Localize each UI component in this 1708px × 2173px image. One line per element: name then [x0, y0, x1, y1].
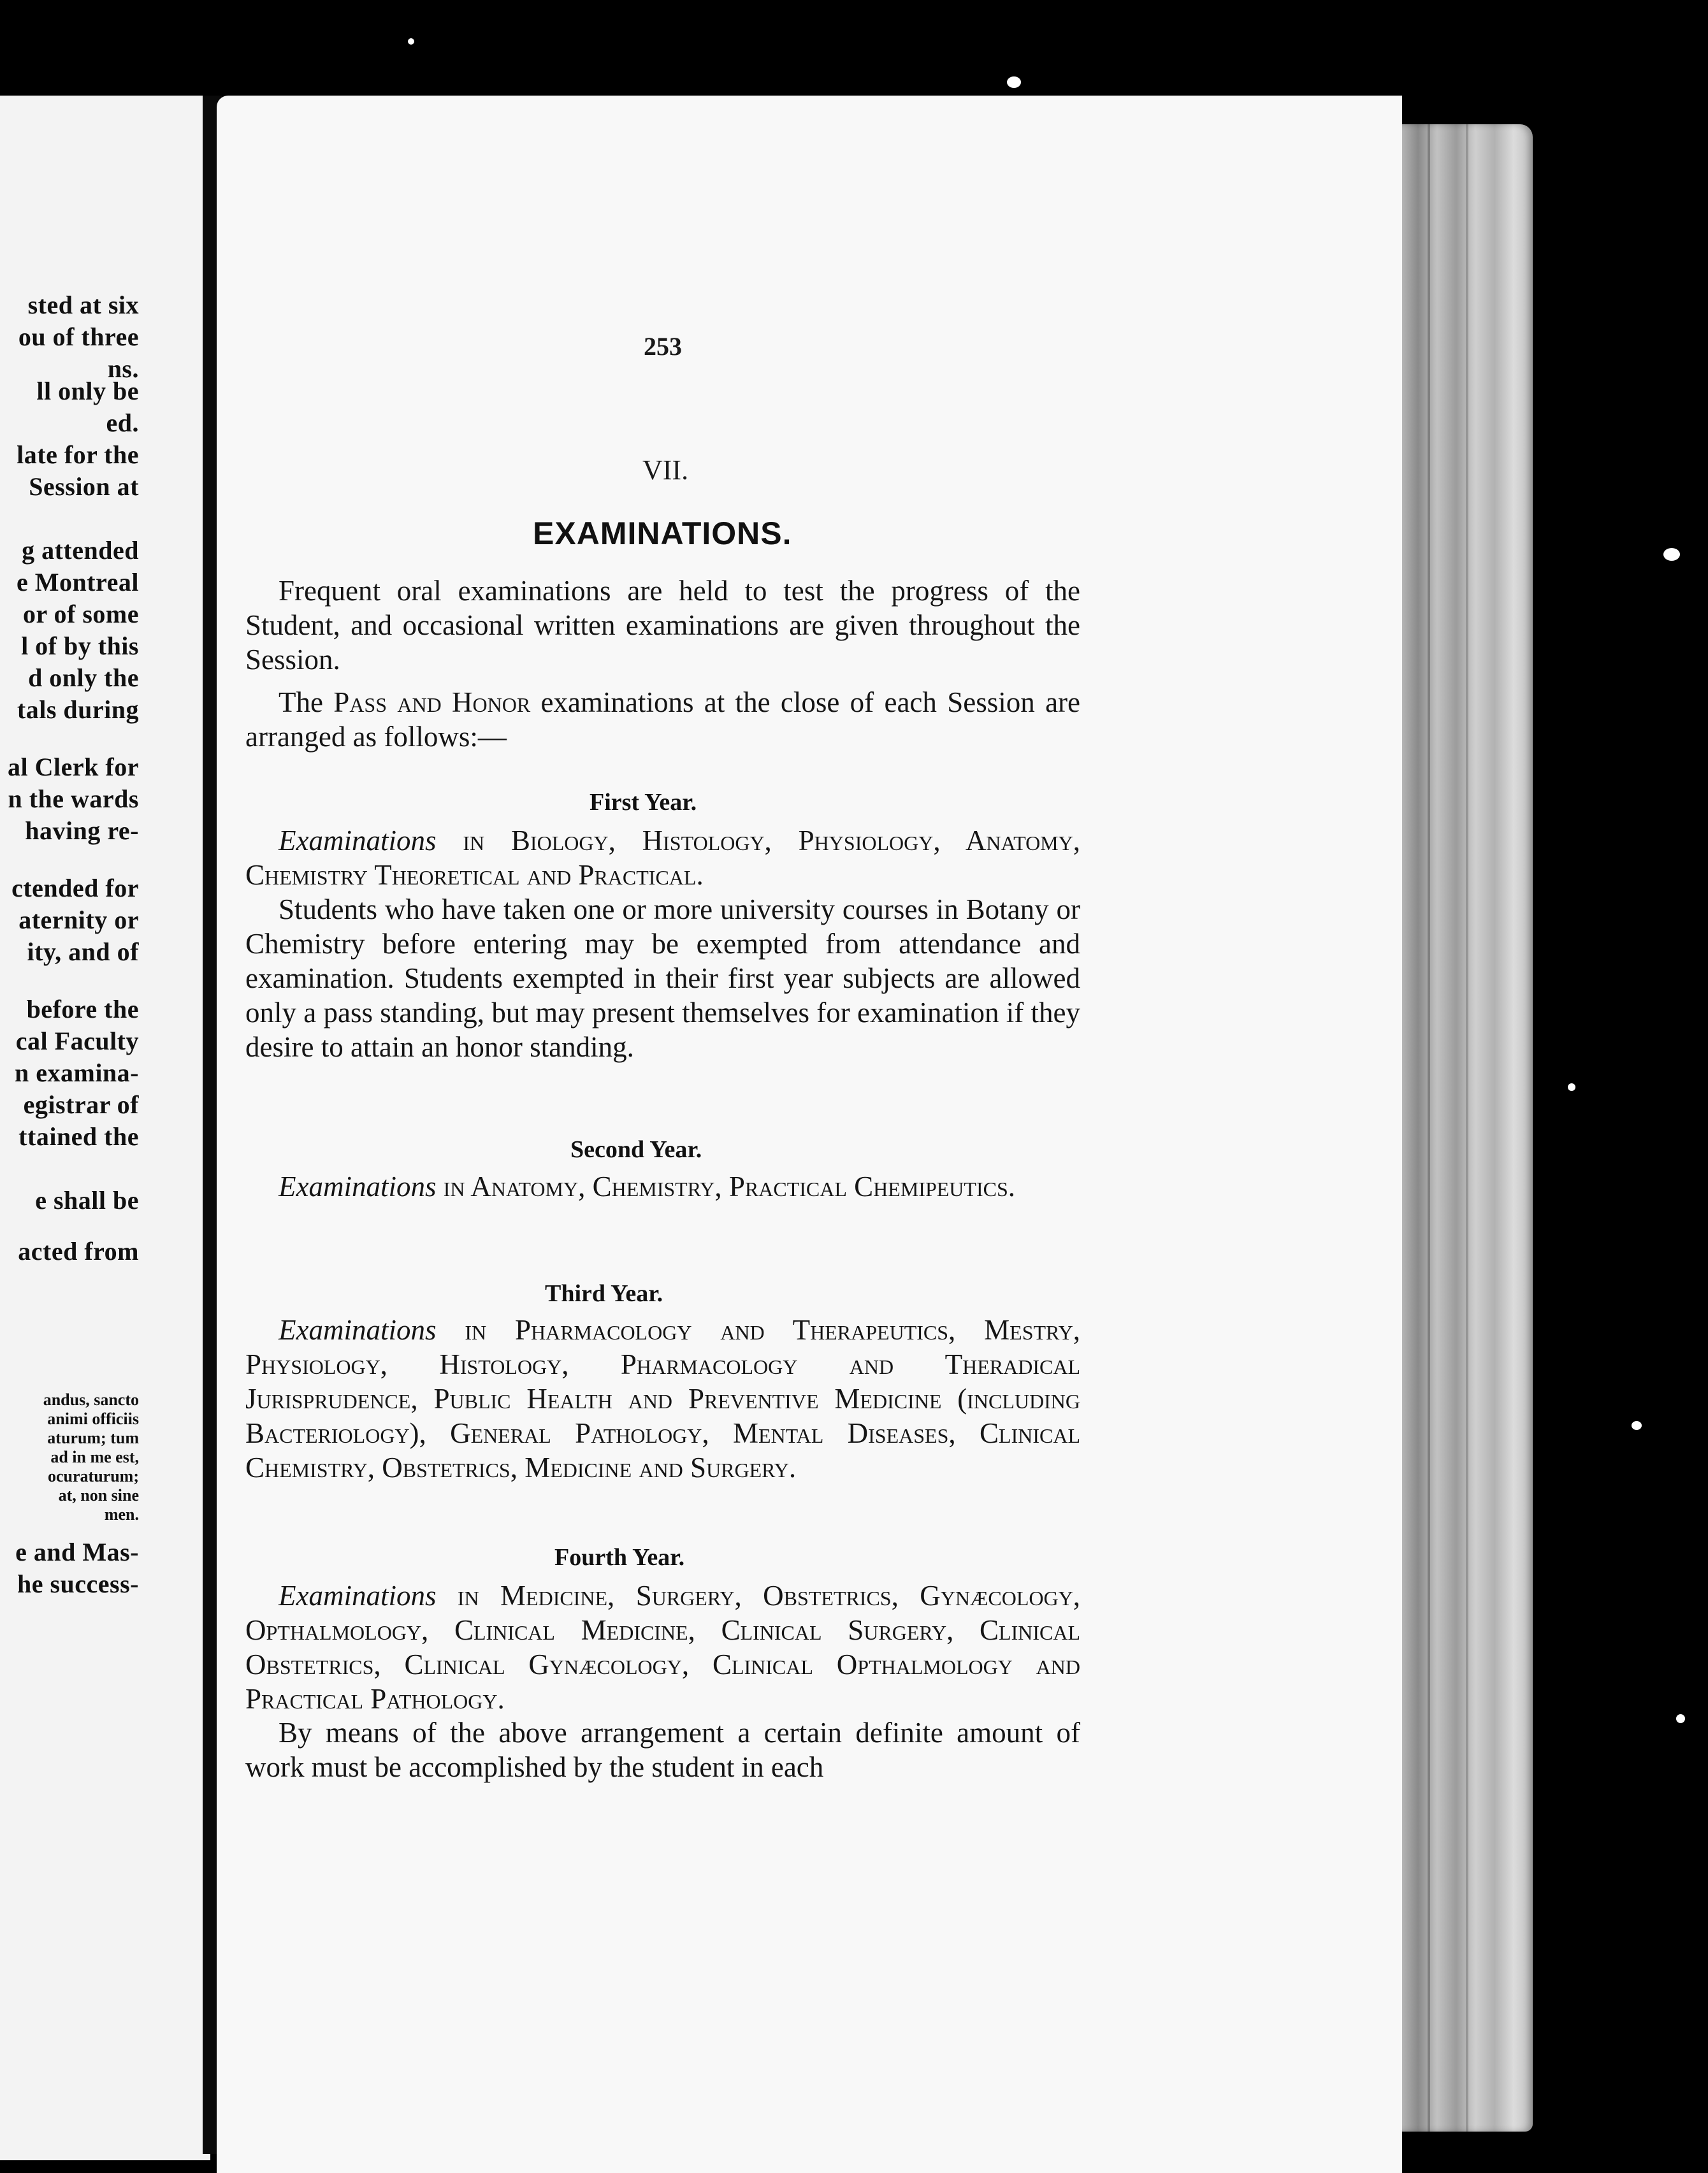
left-page-line: e and Mas-	[15, 1538, 139, 1566]
left-page-line: Session at	[29, 472, 139, 501]
left-page-latin-line: ocuraturum;	[48, 1467, 139, 1485]
left-page-line: he success-	[17, 1570, 139, 1598]
left-page-line: or of some	[23, 600, 139, 628]
fourth-year-examinations: Examinations in Medicine, Surgery, Obstetrics, Gynæcology, Opthalmology, Clinical Medicine, Clinical Surgery, Clinical Obstetrics, Clinical Gynæcology, Clinical Opthalmology and Practical Pathology.	[245, 1580, 1080, 1715]
second-year-examinations: Examinations in Anatomy, Chemistry, Practical Chemipeutics.	[279, 1171, 1015, 1202]
left-page-line: al Clerk for	[8, 753, 139, 781]
left-page-line: acted from	[18, 1237, 139, 1266]
left-page-latin-line: at, non sine	[58, 1486, 139, 1505]
third-year-examinations: Examinations in Pharmacology and Therapeutics, Mestry, Physiology, Histology, Pharmacology and Theradical Jurisprudence, Public Health and Preventive Medicine (including Bacteriology), General Pathology, Mental Diseases, Clinical Chemistry, Obstetrics, Medicine and Surgery.	[245, 1314, 1080, 1484]
left-page-line: l of by this	[21, 632, 139, 660]
left-page-fragment	[0, 96, 210, 2160]
left-page-line: ctended for	[11, 874, 139, 902]
left-page-line: ity, and of	[27, 937, 139, 966]
left-page-latin-line: men.	[104, 1505, 139, 1524]
first-year-note: Students who have taken one or more university courses in Botany or Chemistry before entering may be exempted from attendance and examination. Students exempted in their first year subjects are allowed only a pass standing, but may present themselves for examination if they desire to attain an honor standing.	[245, 893, 1080, 1063]
chapter-number: VII.	[642, 454, 689, 486]
left-page-line: d only the	[28, 663, 139, 692]
left-page-line: ed.	[106, 408, 139, 437]
third-year-heading: Third Year.	[545, 1280, 663, 1307]
section-title: EXAMINATIONS.	[533, 516, 792, 551]
left-page-line: having re-	[25, 816, 139, 845]
left-page-line: n examina-	[15, 1058, 139, 1087]
left-page-line: n the wards	[8, 784, 139, 813]
main-page	[217, 96, 1402, 2173]
left-page-line: sted at six	[27, 291, 139, 319]
left-page-line: g attended	[22, 536, 139, 565]
left-page-line: ou of three	[18, 322, 139, 351]
left-page-line: e Montreal	[17, 568, 139, 596]
left-page-line: before the	[26, 995, 139, 1023]
left-page-line: aternity or	[18, 906, 139, 934]
left-page-line: cal Faculty	[15, 1027, 139, 1055]
left-page-latin-line: ad in me est,	[50, 1448, 139, 1466]
left-page-line: late for the	[17, 440, 139, 469]
first-year-examinations: Examinations in Biology, Histology, Physiology, Anatomy, Chemistry Theoretical and Practical.	[245, 825, 1080, 891]
left-page-line: ll only be	[36, 377, 139, 405]
intro-paragraph-1: Frequent oral examinations are held to test the progress of the Student, and occasional written examinations are given throughout the Session.	[245, 575, 1080, 675]
left-page-latin-line: andus, sancto	[43, 1390, 139, 1409]
left-page-line: ns.	[107, 354, 139, 383]
left-page-line: egistrar of	[23, 1090, 139, 1119]
second-year-heading: Second Year.	[570, 1136, 702, 1163]
left-page-line: e shall be	[35, 1186, 139, 1215]
left-page-latin-line: animi officiis	[47, 1410, 139, 1428]
page-number: 253	[644, 332, 682, 361]
intro-paragraph-2: The Pass and Honor examinations at the close of each Session are arranged as follows:—	[245, 686, 1081, 753]
left-page-latin-line: aturum; tum	[47, 1429, 139, 1447]
left-page-line: tals during	[17, 695, 139, 724]
first-year-heading: First Year.	[590, 789, 697, 816]
left-page-line: ttained the	[18, 1122, 139, 1151]
closing-paragraph: By means of the above arrangement a certain definite amount of work must be accomplished by the student in each	[245, 1717, 1080, 1783]
fourth-year-heading: Fourth Year.	[554, 1544, 685, 1571]
